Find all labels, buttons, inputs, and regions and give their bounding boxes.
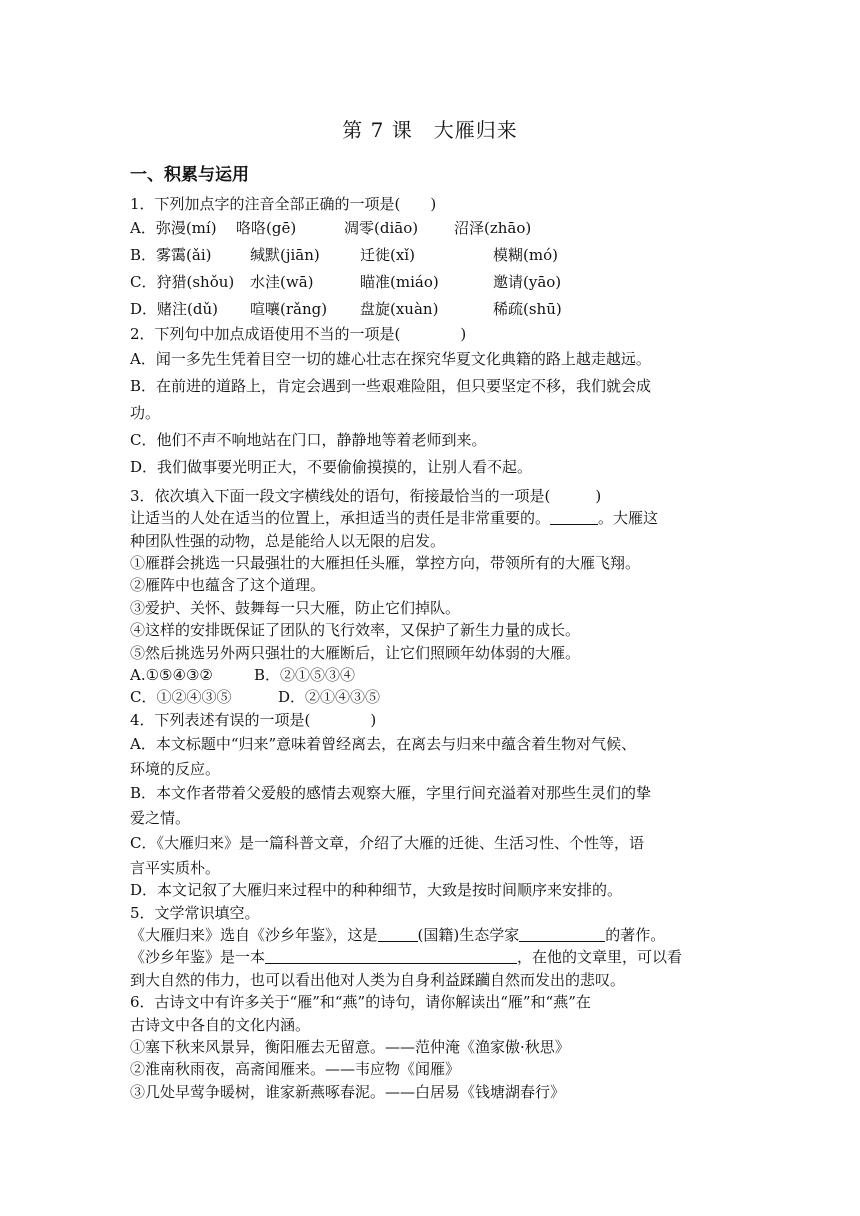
q1-b-3: 迁徙(xǐ) [360, 246, 415, 265]
q4-option-c-line1: C．《大雁归来》是一篇科普文章，介绍了大雁的迁徙、生活习性、个性等，语 [130, 833, 644, 852]
q1-d-4: 稀疏(shū) [493, 300, 562, 319]
q6-poem-3: ③几处早莺争暖树，谁家新燕啄春泥。——白居易《钱塘湖春行》 [130, 1082, 566, 1101]
q6-stem-line1: 6．古诗文中有许多关于“雁”和“燕”的诗句，请你解读出“雁”和“燕”在 [130, 993, 591, 1012]
q5-text-1b: (国籍)生态学家 [417, 926, 520, 945]
q3-options-cd [130, 686, 730, 708]
q3-blank [550, 508, 598, 525]
q3-sentence-2: ②雁阵中也蕴含了这个道理。 [130, 576, 326, 595]
q5-text-1a: 《大雁归来》选自《沙乡年鉴》，这是 [130, 926, 378, 945]
page-title: 第 7 课 大雁归来 [342, 118, 518, 142]
q2-stem: 2．下列句中加点成语使用不当的一项是( ) [130, 325, 467, 344]
q5-author-blank [519, 925, 605, 942]
q5-line3: 到大自然的伟力，也可以看出他对人类为自身利益蹂躏自然而发出的悲叹。 [130, 970, 626, 989]
q3-passage-1b: 。大雁这 [598, 509, 659, 528]
q1-a-4: 沼泽(zhāo) [454, 219, 532, 238]
q4-option-b-line1: B．本文作者带着父爱般的感情去观察大雁，字里行间充溢着对那些生灵们的挚 [130, 784, 652, 803]
q1-option-d [130, 296, 730, 323]
q4-option-a-line1: A．本文标题中“归来”意味着曾经离去，在离去与归来中蕴含着生物对气候、 [130, 735, 637, 754]
q1-option-b [130, 242, 730, 269]
q3-sentence-5: ⑤然后挑选另外两只强壮的大雁断后，让它们照顾年幼体弱的大雁。 [130, 643, 581, 662]
q3-sentence-3: ③爱护、关怀、鼓舞每一只大雁，防止它们掉队。 [130, 598, 461, 617]
q2-option-b-line1: B．在前进的道路上，肯定会遇到一些艰难险阻，但只要坚定不移，我们就会成 [130, 376, 652, 395]
q1-a-1: A．弥漫(mí) [130, 219, 217, 238]
q1-stem: 1．下列加点字的注音全部正确的一项是( ) [130, 195, 437, 213]
q2-option-a: A．闻一多先生凭着目空一切的雄心壮志在探究华夏文化典籍的路上越走越远。 [130, 349, 651, 368]
q5-nationality-blank [378, 925, 418, 942]
q3-passage-1a: 让适当的人处在适当的位置上，承担适当的责任是非常重要的。 [130, 509, 551, 528]
q4-option-c-line2: 言平实质朴。 [130, 858, 221, 877]
q5-line1 [130, 924, 730, 946]
q3-option-c: C．①②④③⑤ [130, 688, 232, 707]
q2-option-c: C．他们不声不响地站在门口，静静地等着老师到来。 [130, 430, 487, 449]
q1-c-2: 水洼(wā) [250, 273, 314, 292]
q6-poem-2: ②淮南秋雨夜，高斋闻雁来。——韦应物《闻雁》 [130, 1060, 461, 1079]
q6-stem-line2: 古诗文中各自的文化内涵。 [130, 1015, 311, 1034]
q3-passage-line1 [130, 507, 730, 529]
q1-d-2: 喧嚷(rǎng) [250, 300, 328, 319]
q1-option-c [130, 269, 730, 296]
q1-a-3: 凋零(diāo) [344, 219, 419, 238]
q1-d-3: 盘旋(xuàn) [360, 300, 439, 319]
q5-text-2a: 《沙乡年鉴》是一本 [130, 948, 266, 967]
q4-option-d: D．本文记叙了大雁归来过程中的种种细节，大致是按时间顺序来安排的。 [130, 881, 623, 900]
q5-text-2b: ，在他的文章里，可以看 [517, 948, 683, 967]
q3-option-a: A.①⑤④③② [130, 665, 213, 684]
q1-c-1: C．狩猎(shǒu) [130, 273, 235, 292]
q1-b-1: B．雾霭(ǎi) [130, 246, 212, 265]
q3-sentence-4: ④这样的安排既保证了团队的飞行效率，又保护了新生力量的成长。 [130, 621, 581, 640]
q4-option-a-line2: 环境的反应。 [130, 760, 221, 779]
exercise-content [130, 193, 730, 1103]
q3-option-b: B．②①⑤③④ [254, 665, 356, 684]
q4-stem: 4．下列表述有误的一项是( ) [130, 710, 377, 729]
section-heading: 一、积累与运用 [130, 165, 249, 185]
q3-option-d: D．②①④③⑤ [278, 688, 381, 707]
q1-c-3: 瞄准(miáo) [360, 273, 439, 292]
q3-passage-line2: 种团队性强的动物，总是能给人以无限的启发。 [130, 531, 446, 550]
q1-d-1: D．赌注(dǔ) [130, 300, 218, 319]
q1-c-4: 邀请(yāo) [493, 273, 562, 292]
q3-options-ab [130, 664, 730, 686]
q6-poem-1: ①塞下秋来风景异，衡阳雁去无留意。——范仲淹《渔家傲·秋思》 [130, 1037, 570, 1056]
q2-option-d: D．我们做事要光明正大，不要偷偷摸摸的，让别人看不起。 [130, 457, 533, 476]
q3-sentence-1: ①雁群会挑选一只最强壮的大雁担任头雁，掌控方向，带领所有的大雁飞翔。 [130, 553, 641, 572]
q1-option-a [130, 215, 730, 242]
q4-option-b-line2: 爱之情。 [130, 809, 191, 828]
q2-option-b-line2: 功。 [130, 403, 161, 422]
q5-text-1c: 的著作。 [605, 926, 666, 945]
q5-book-blank [265, 947, 517, 964]
q5-line2 [130, 946, 730, 968]
q5-stem: 5．文学常识填空。 [130, 903, 260, 922]
q1-b-2: 缄默(jiān) [250, 246, 320, 265]
q1-a-2: 咯咯(gē) [236, 219, 297, 238]
q3-stem: 3．依次填入下面一段文字横线处的语句，衔接最恰当的一项是( ) [130, 486, 602, 505]
q1-b-4: 模糊(mó) [493, 246, 558, 265]
